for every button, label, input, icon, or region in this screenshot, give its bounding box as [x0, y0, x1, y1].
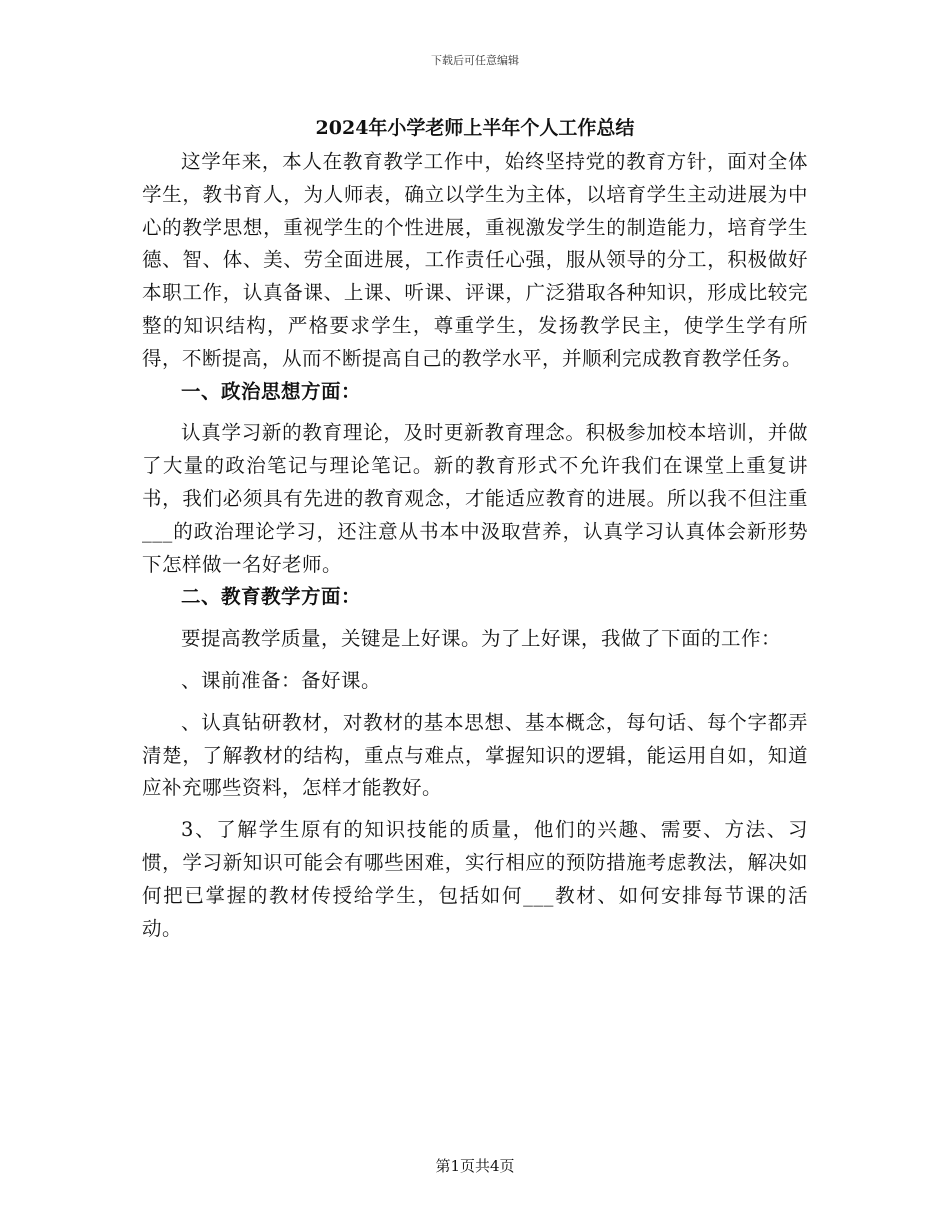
section-heading-politics: 一、政治思想方面： — [181, 379, 362, 403]
teaching-intro-paragraph: 要提高教学质量，关键是上好课。为了上好课，我做了下面的工作： — [181, 627, 782, 651]
document-title: 2024年小学老师上半年个人工作总结 — [315, 117, 635, 139]
politics-paragraph: 认真学习新的教育理论，及时更新教育理念。积极参加校本培训，并做了大量的政治笔记与理论笔记。新的教育形式不允许我们在课堂上重复讲书，我们必须具有先进的教育观念，才能适应教育的进展。所以我不但注重___的政治理论学习，还注意从书本中汲取营养，认真学习认真体会新形势下怎样做一名好老师。 — [142, 421, 808, 576]
list-item-understand-students: 3、了解学生原有的知识技能的质量，他们的兴趣、需要、方法、习惯，学习新知识可能会有哪些困难，实行相应的预防措施考虑教法，解决如何把已掌握的教材传授给学生，包括如何___教材、如何安排每节课的活动。 — [142, 818, 808, 940]
list-item-lesson-prep: 、课前准备：备好课。 — [181, 668, 382, 692]
document-body — [142, 146, 808, 945]
section-heading-teaching: 二、教育教学方面： — [181, 585, 362, 609]
page-number: 第1页共4页 — [435, 1157, 515, 1175]
page-header-note: 下载后可任意编辑 — [431, 54, 519, 67]
intro-paragraph: 这学年来，本人在教育教学工作中，始终坚持党的教育方针，面对全体学生，教书育人，为人师表，确立以学生为主体，以培育学生主动进展为中心的教学思想，重视学生的个性进展，重视激发学生的制造能力，培育学生德、智、体、美、劳全面进展，工作责任心强，服从领导的分工，积极做好本职工作，认真备课、上课、听课、评课，广泛猎取各种知识，形成比较完整的知识结构，严格要求学生，尊重学生，发扬教学民主，使学生学有所得，不断提高，从而不断提高自己的教学水平，并顺利完成教育教学任务。 — [142, 150, 808, 370]
list-item-study-materials: 、认真钻研教材，对教材的基本思想、基本概念，每句话、每个字都弄清楚，了解教材的结构，重点与难点，掌握知识的逻辑，能运用自如，知道应补充哪些资料，怎样才能教好。 — [142, 710, 808, 800]
